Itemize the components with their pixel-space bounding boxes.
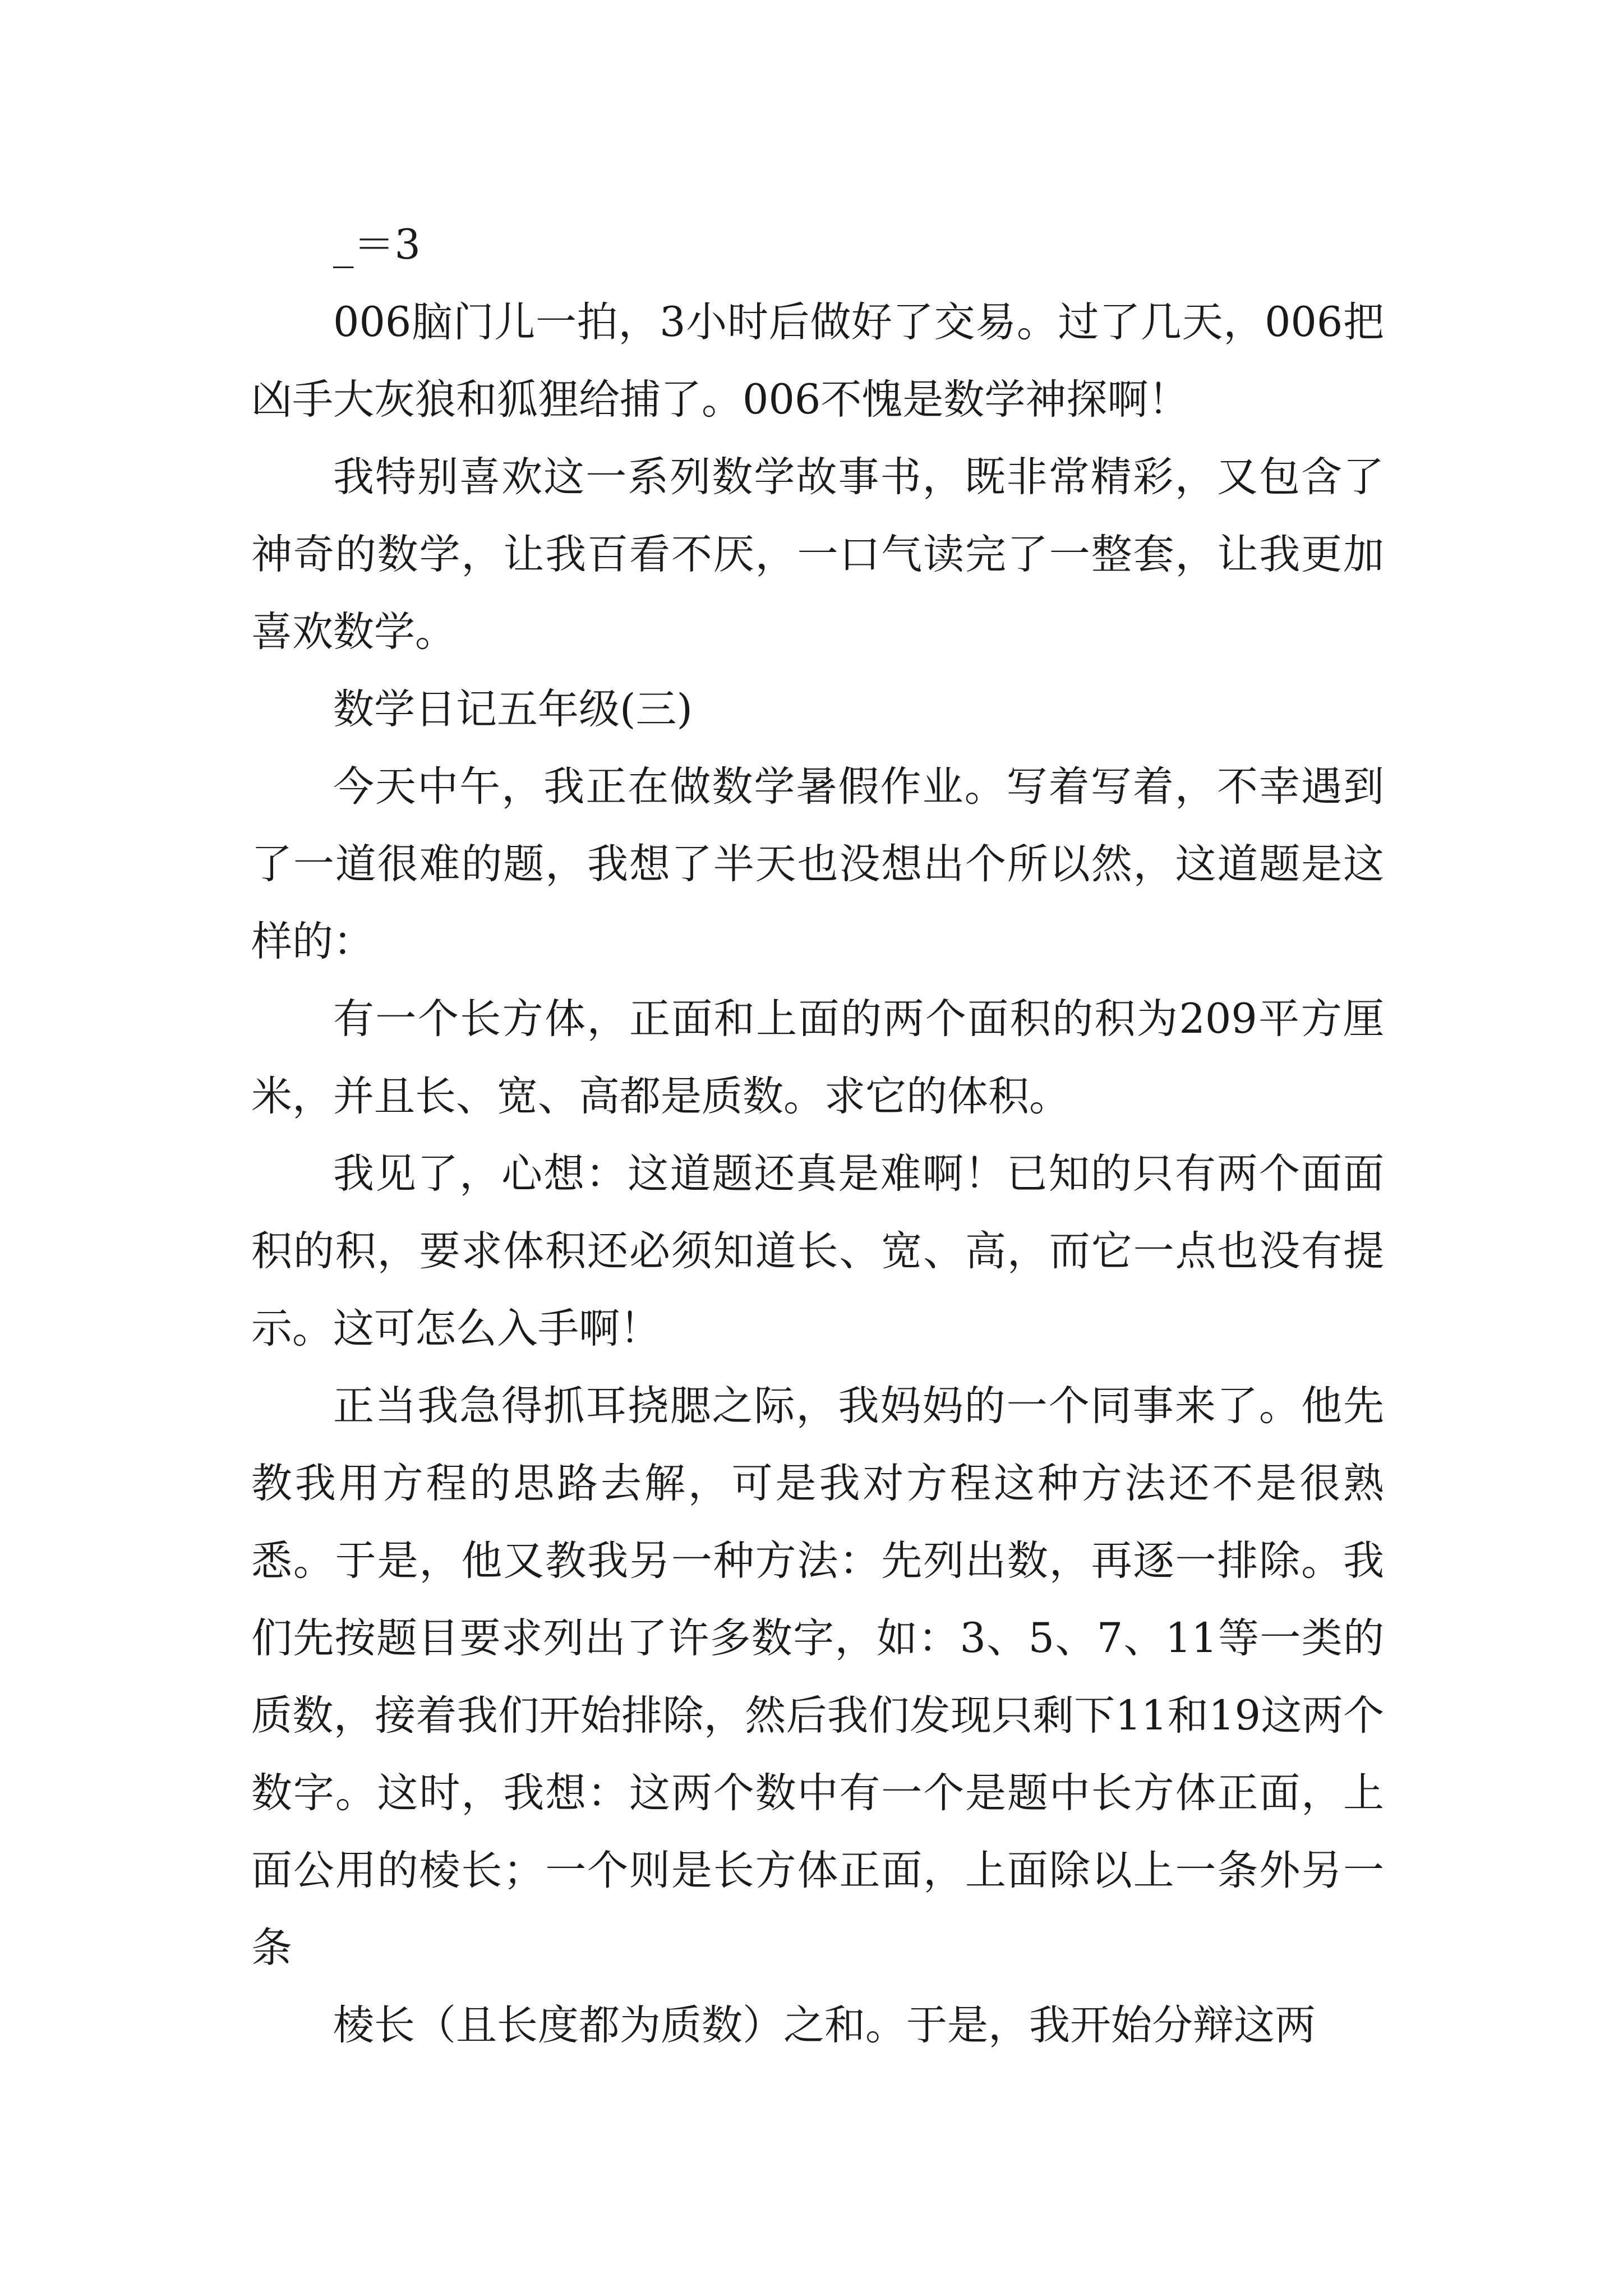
paragraph-book-review: 我特别喜欢这一系列数学故事书，既非常精彩，又包含了神奇的数学，让我百看不厌，一口气读完了一整套，让我更加喜欢数学。 (251, 453, 1384, 656)
paragraph-equation-fragment: _＝3 (333, 221, 421, 269)
paragraph-detective-story: 006脑门儿一拍，3小时后做好了交易。过了几天，006把凶手大灰狼和狐狸给捕了。006不愧是数学神探啊！ (251, 298, 1384, 424)
paragraph-continuation: 棱长（且长度都为质数）之和。于是，我开始分辩这两 (333, 2001, 1316, 2049)
paragraph-solution-method: 正当我急得抓耳挠腮之际，我妈妈的一个同事来了。他先教我用方程的思路去解，可是我对方程这种方法还不是很熟悉。于是，他又教我另一种方法：先列出数，再逐一排除。我们先按题目要求列出了许多数字，如：3、5、7、11等一类的质数，接着我们开始排除，然后我们发现只剩下11和19这两个数字。这时，我想：这两个数中有一个是题中长方体正面，上面公用的棱长；一个则是长方体正面，上面除以上一条外另一条 (251, 1382, 1384, 1972)
section-heading: 数学日记五年级(三) (333, 685, 693, 733)
paragraph-problem-statement: 有一个长方体，正面和上面的两个面积的积为209平方厘米，并且长、宽、高都是质数。求它的体积。 (251, 995, 1384, 1120)
paragraph-reaction: 我见了，心想：这道题还真是难啊！已知的只有两个面面积的积，要求体积还必须知道长、宽、高，而它一点也没有提示。这可怎么入手啊！ (251, 1150, 1384, 1352)
body-text (251, 206, 1384, 2064)
paragraph-homework-intro: 今天中午，我正在做数学暑假作业。写着写着，不幸遇到了一道很难的题，我想了半天也没想出个所以然，这道题是这样的： (251, 763, 1384, 965)
